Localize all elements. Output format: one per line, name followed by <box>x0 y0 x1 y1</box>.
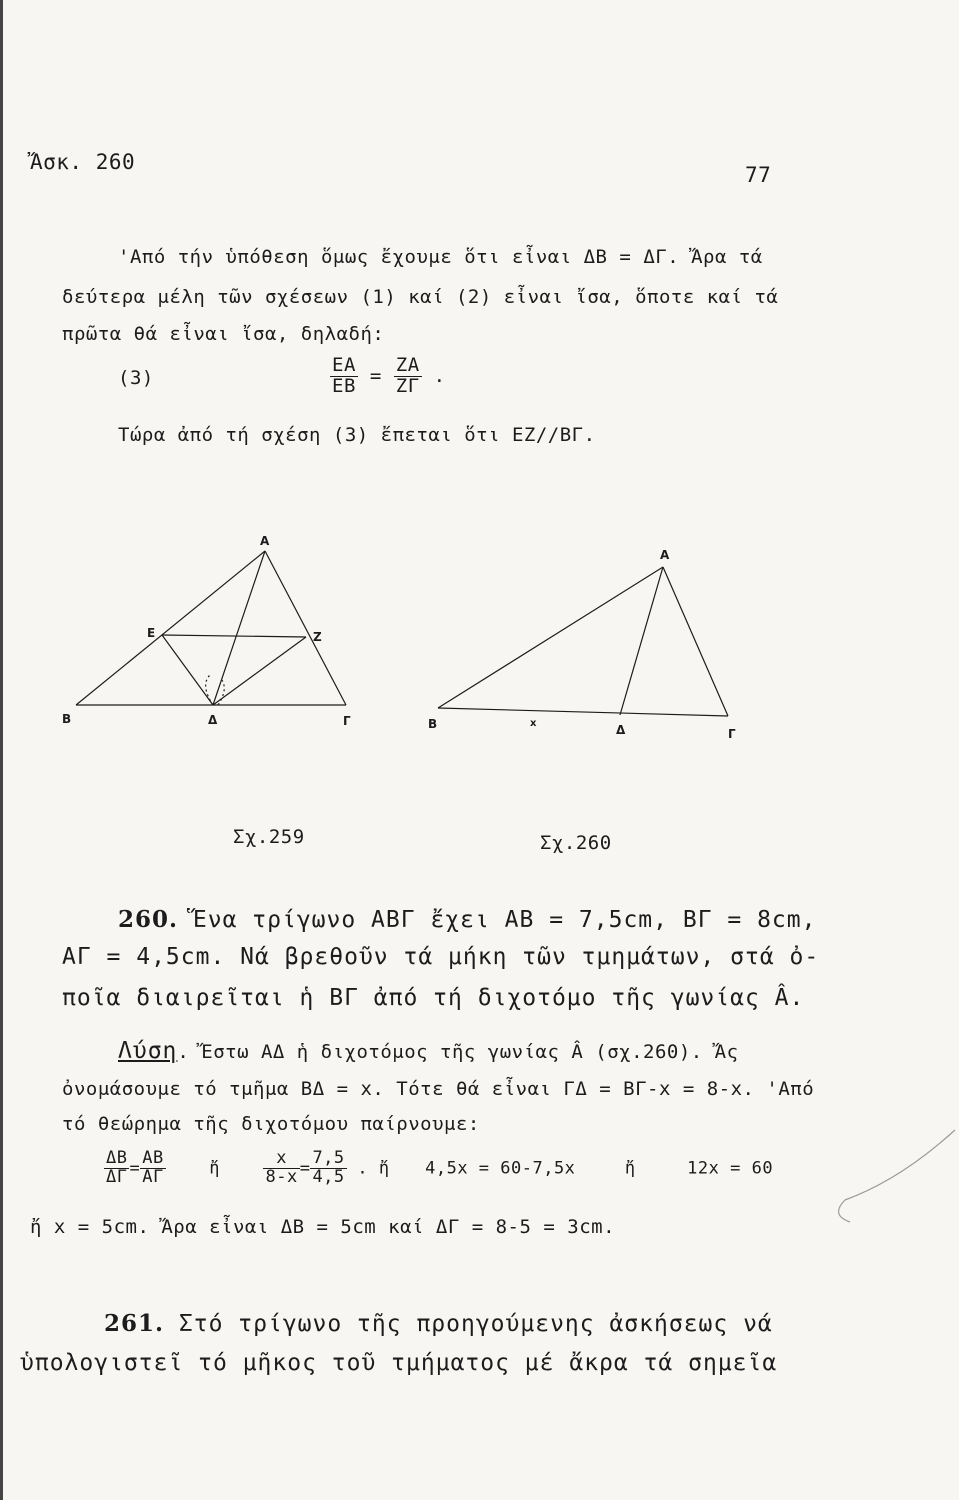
vertex-label-Z: Ζ <box>313 630 322 644</box>
vertex-label-A: Α <box>260 534 270 548</box>
exercise-header: Ἄσκ. 260 <box>30 150 136 174</box>
fraction: $\frac{x}{8-x}$ <box>265 1148 298 1187</box>
vertex-label-A: Α <box>660 548 670 562</box>
segment-label-x: x <box>530 718 537 729</box>
text-line: 'Από τήν ὑπόθεση ὅμως ἔχουμε ὅτι εἶναι ΔΒ = ΔΓ. Ἄρα τά <box>118 246 763 268</box>
figure-259 <box>60 525 360 740</box>
figure-260 <box>420 545 750 745</box>
text-line: τό θεώρημα τῆς διχοτόμου παίρνουμε: <box>62 1113 480 1135</box>
equation-3: $\frac{EA}{EB}$ = $\frac{ZA}{Z\Gamma}$ . <box>332 354 446 397</box>
text-line: ΑΓ = 4,5cm. Νά βρεθοῦν τά μήκη τῶν τμημάτων, στά ὀ- <box>62 944 820 970</box>
equation-label: (3) <box>118 367 154 389</box>
text-line: δεύτερα μέλη τῶν σχέσεων (1) καί (2) εἶναι ἴσα, ὅποτε καί τά <box>62 286 779 308</box>
figure-259-caption: Σχ.259 <box>233 826 305 848</box>
fraction: $\frac{ZA}{Z\Gamma}$ <box>395 354 420 397</box>
pencil-mark <box>830 1120 959 1230</box>
fraction: $\frac{AB}{A\Gamma}$ <box>142 1148 164 1187</box>
solution-line1: Λύση. Ἔστω ΑΔ ἡ διχοτόμος τῆς γωνίας Â (σχ.260). Ἄς <box>118 1038 739 1064</box>
problem-261-line1: 261. Στό τρίγωνο τῆς προηγούμενης ἀσκήσεως νά <box>104 1310 773 1337</box>
fraction: $\frac{7,5}{4,5}$ <box>312 1148 345 1187</box>
text-line: ὑπολογιστεῖ τό μῆκος τοῦ τμήματος μέ ἄκρα τά σημεῖα <box>20 1350 778 1376</box>
solution-label: Λύση <box>118 1038 178 1064</box>
text-line: Τώρα ἀπό τή σχέση (3) ἔπεται ὅτι ΕΖ//ΒΓ. <box>118 424 596 446</box>
text-line: πρῶτα θά εἶναι ἴσα, δηλαδή: <box>62 323 385 345</box>
fraction: $\frac{\Delta B}{\Delta\Gamma}$ <box>106 1148 128 1187</box>
vertex-label-D: Δ <box>208 713 218 727</box>
figure-260-caption: Σχ.260 <box>540 832 612 854</box>
vertex-label-E: Ε <box>147 626 156 640</box>
vertex-label-G: Γ <box>343 714 351 728</box>
fraction: $\frac{EA}{EB}$ <box>332 354 356 397</box>
page-edge <box>0 0 3 1500</box>
solution-equation: $\frac{\Delta B}{\Delta\Gamma}$ = $\frac{AB}{A\Gamma}$ ἤ $\frac{x}{8-x}$ = $\frac{7,5}{4,5}$ . ἤ 4,5x = 60-7,5x ἤ 12x = 60 <box>106 1148 774 1187</box>
vertex-label-D: Δ <box>616 723 626 737</box>
vertex-label-B: Β <box>62 712 72 726</box>
vertex-label-G: Γ <box>728 727 736 741</box>
text-line: ὀνομάσουμε τό τμῆμα ΒΔ = x. Τότε θά εἶναι ΓΔ = ΒΓ-x = 8-x. 'Από <box>62 1078 815 1100</box>
problem-number: 261. <box>104 1310 165 1337</box>
text-line: ποῖα διαιρεῖται ἡ ΒΓ ἀπό τή διχοτόμο τῆς γωνίας Â. <box>62 985 805 1011</box>
vertex-label-B: Β <box>428 717 438 731</box>
problem-number: 260. <box>118 906 179 933</box>
text-line: ἤ x = 5cm. Ἄρα εἶναι ΔΒ = 5cm καί ΔΓ = 8-5 = 3cm. <box>30 1216 616 1238</box>
page-number: 77 <box>745 163 772 187</box>
problem-260-line1: 260. Ἕνα τρίγωνο ΑΒΓ ἔχει ΑΒ = 7,5cm, ΒΓ = 8cm, <box>118 906 817 933</box>
